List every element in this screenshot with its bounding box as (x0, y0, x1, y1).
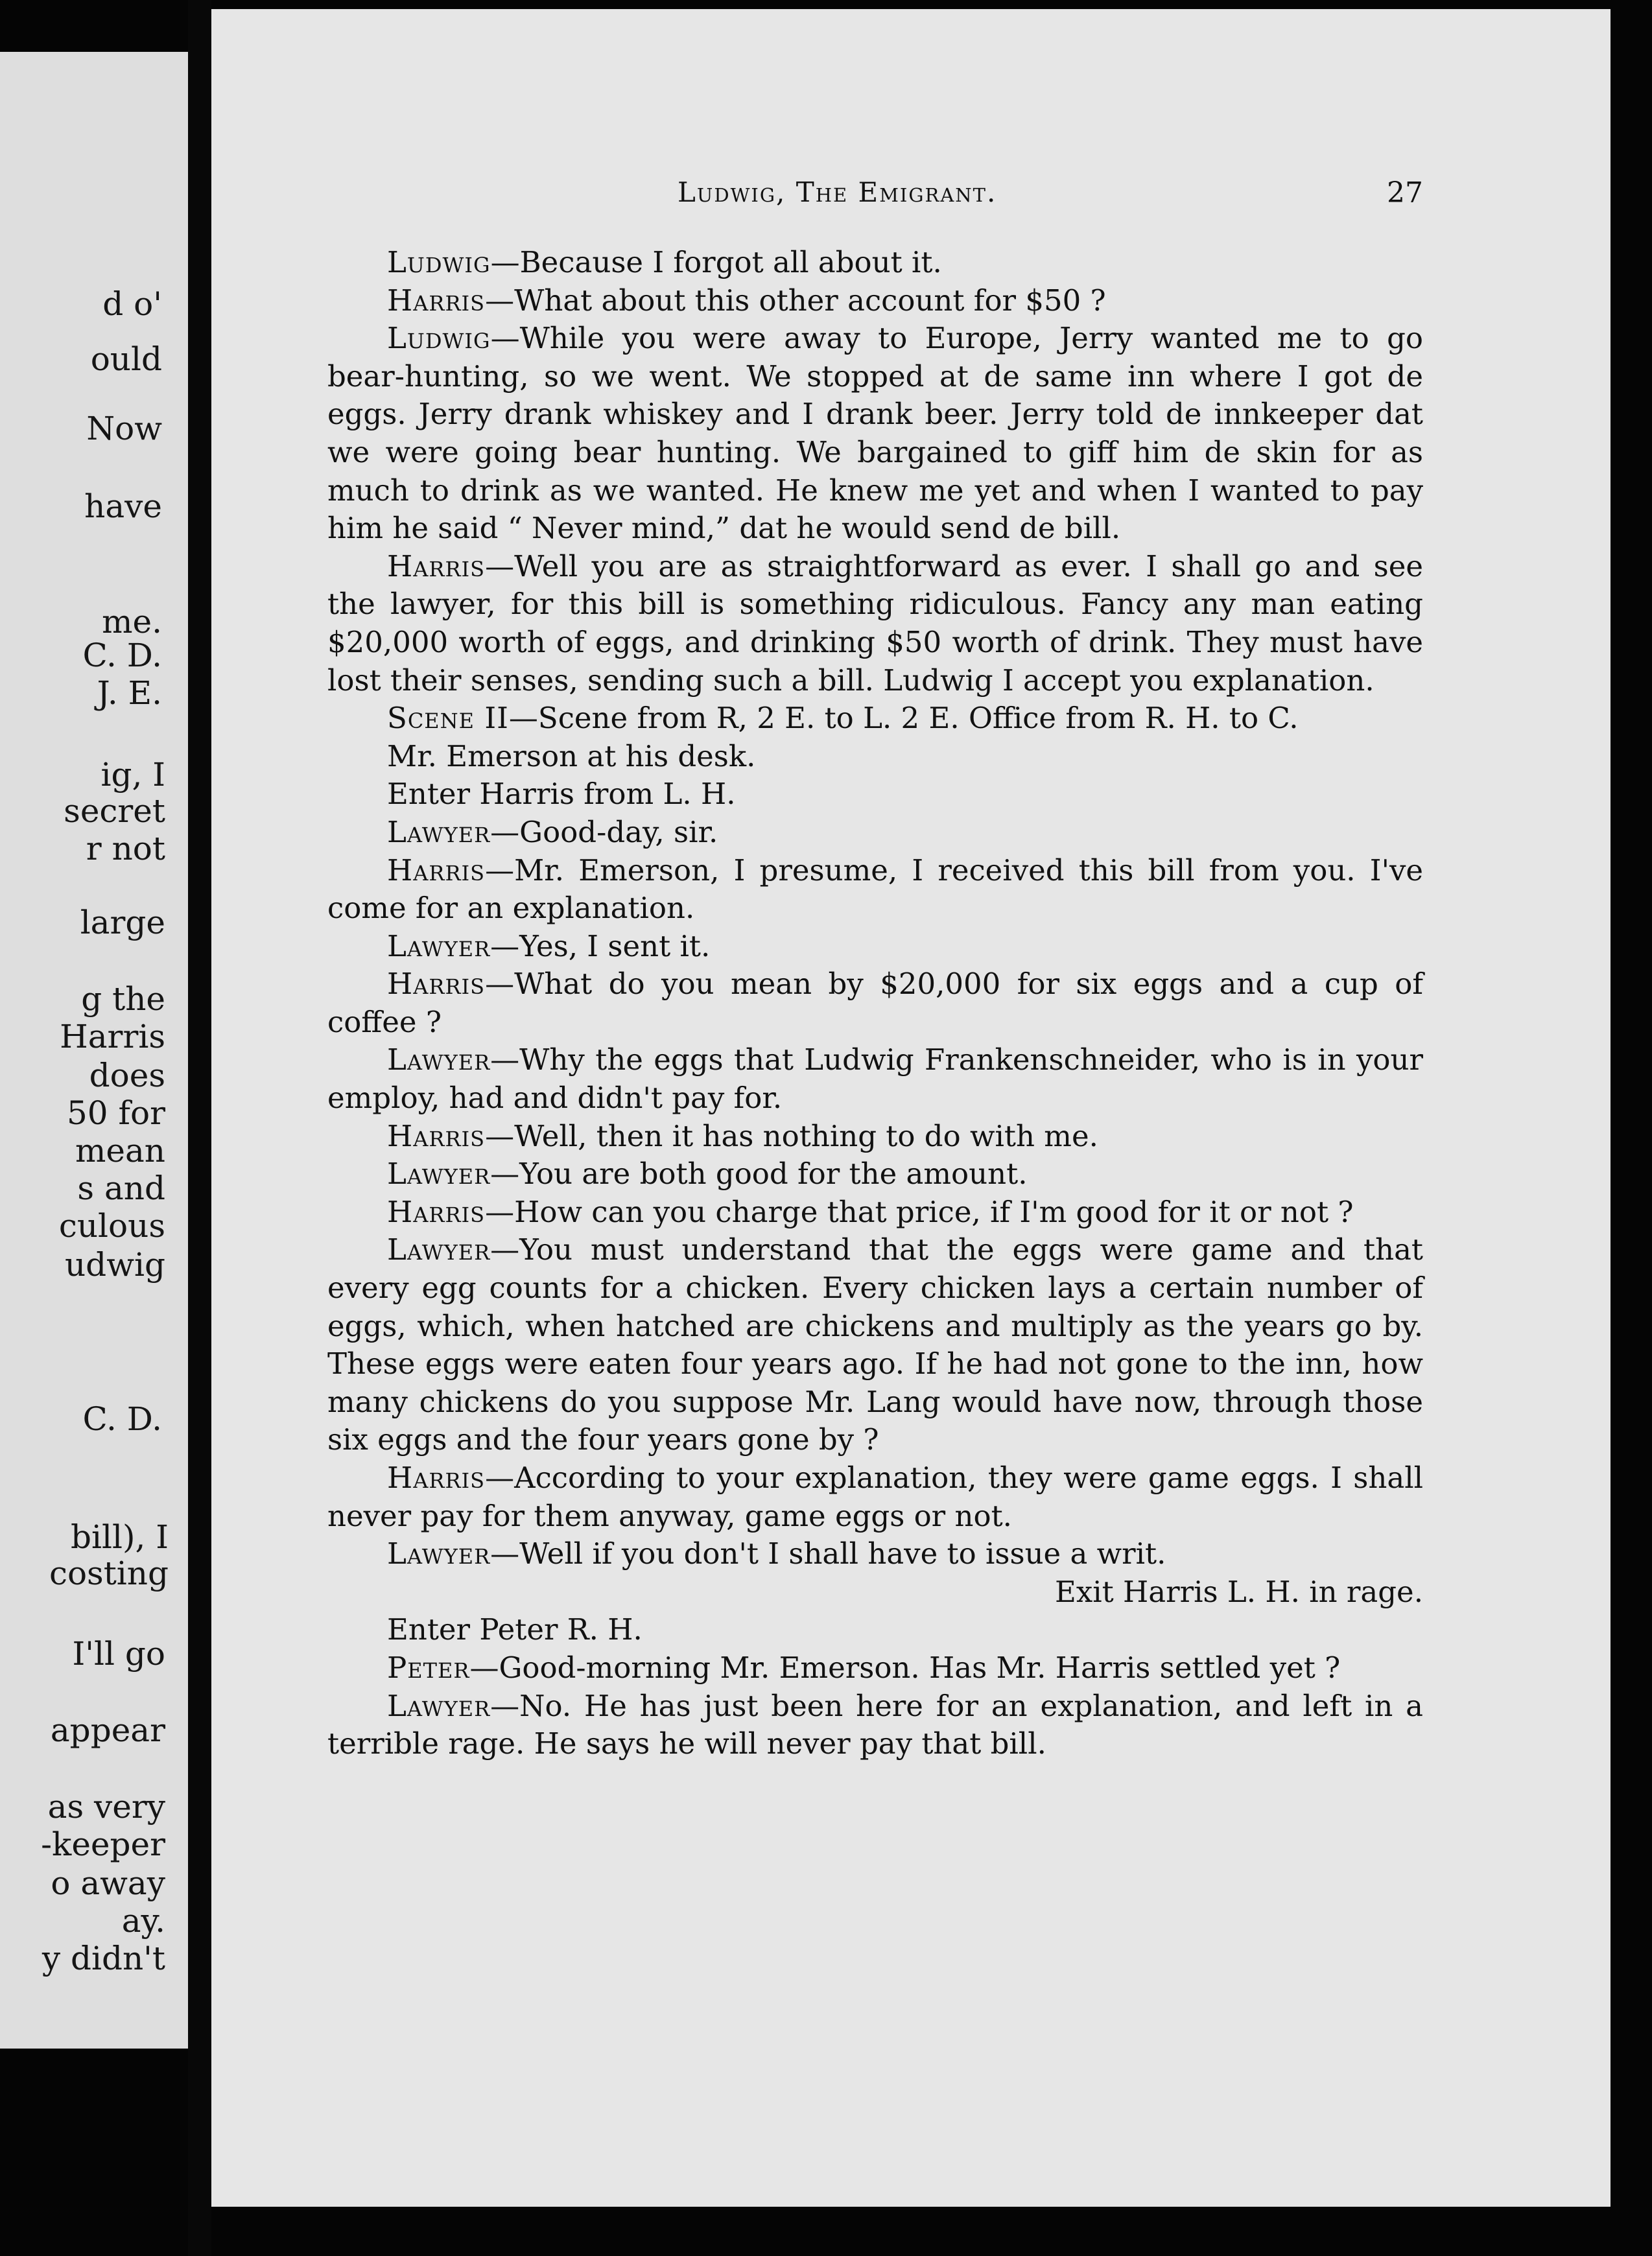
facing-page-fragment: s and (77, 1169, 165, 1207)
stage-direction: Enter Harris from L. H. (387, 777, 736, 812)
facing-page-fragment: bill), I (70, 1518, 169, 1556)
facing-page-fragment: does (89, 1057, 165, 1094)
facing-page-fragment: I'll go (72, 1635, 165, 1673)
facing-page-fragment: Harris (60, 1018, 165, 1055)
dialogue-text: —Good-day, sir. (490, 814, 718, 849)
dialogue-line (327, 1535, 1423, 1573)
speaker-name: Lawyer (387, 1232, 491, 1267)
dialogue-text: —You must understand that the eggs were game and that every egg counts for a chicken. Every chicken lays a certain number of eggs, which, when hatched are chickens and multiply as the years go by. These eggs were eaten four years ago. If he had not gone to the inn, how many chickens do you suppose Mr. Lang would have now, through those six eggs and the four years gone by ? (327, 1232, 1423, 1457)
facing-page-fragment: r not (86, 830, 165, 867)
dialogue-line (327, 320, 1423, 548)
speaker-name: Harris (387, 548, 486, 583)
dialogue-text: —Yes, I sent it. (490, 928, 711, 963)
facing-page-fragment: g the (81, 980, 165, 1018)
dialogue-text: —According to your explanation, they were game eggs. I shall never pay for them anyway, game eggs or not. (327, 1461, 1423, 1533)
running-title: Ludwig, The Emigrant. (678, 176, 997, 208)
speaker-name: Harris (387, 967, 486, 1002)
dialogue-line (327, 928, 1423, 966)
facing-page-fragment: costing (49, 1555, 169, 1592)
dialogue-line (327, 1155, 1423, 1193)
dialogue-text: —Because I forgot all about it. (490, 245, 942, 279)
dialogue-text: —How can you charge that price, if I'm good for it or not ? (485, 1194, 1354, 1229)
speaker-name: Lawyer (387, 1688, 491, 1723)
speaker-name: Lawyer (387, 1157, 491, 1192)
facing-page-fragment: C. D. (82, 637, 162, 674)
facing-page-fragment: mean (75, 1132, 165, 1169)
dialogue-text: —While you were away to Europe, Jerry wanted me to go bear-hunting, so we went. We stopped at de same inn where I got de eggs. Jerry drank whiskey and I drank beer. Jerry told de innkeeper dat we were going bear hunting. We bargained to giff him de skin for as much to drink as we wanted. He knew me yet and when I wanted to pay him he said “ Never mind,” dat he would send de bill. (327, 321, 1423, 546)
dialogue-text: —Why the eggs that Ludwig Frankenschneider, who is in your employ, had and didn't pay for. (327, 1042, 1423, 1116)
facing-page-fragment: large (80, 904, 165, 941)
facing-page-fragment: -keeper (41, 1826, 165, 1863)
dialogue-line (327, 1459, 1423, 1535)
dialogue-line (327, 1041, 1423, 1117)
exit-direction: Exit Harris L. H. in rage. (1055, 1574, 1423, 1609)
dialogue-line (327, 814, 1423, 852)
dialogue-text: —What do you mean by $20,000 for six eggs and a cup of coffee ? (327, 967, 1423, 1039)
dialogue-text: —Well, then it has nothing to do with me. (485, 1118, 1098, 1153)
facing-page-fragment: culous (58, 1207, 165, 1245)
speaker-name: Ludwig (387, 321, 491, 356)
speaker-name: Scene II (387, 701, 509, 736)
facing-page-fragment: Now (86, 410, 162, 447)
dialogue-line (327, 1193, 1423, 1232)
facing-page-fragment: ig, I (100, 756, 165, 793)
stage-direction: Mr. Emerson at his desk. (387, 738, 756, 773)
dialogue-line (327, 548, 1423, 699)
facing-page-fragment: J. E. (97, 674, 162, 712)
speaker-name: Harris (387, 283, 486, 318)
dialogue-text: —Well if you don't I shall have to issue a writ. (490, 1536, 1166, 1571)
dialogue-text: —What about this other account for $50 ? (485, 283, 1106, 318)
page-number: 27 (1387, 176, 1423, 209)
speaker-name: Peter (387, 1650, 470, 1685)
speaker-name: Lawyer (387, 1536, 491, 1571)
facing-page-fragment: 50 for (66, 1094, 165, 1132)
speaker-name: Lawyer (387, 1042, 491, 1077)
facing-page-fragment: o away (51, 1864, 165, 1902)
facing-page-fragment: ould (90, 340, 162, 378)
dialogue-line (327, 852, 1423, 928)
dialogue-line (327, 244, 1423, 282)
facing-page-fragment: d o' (102, 285, 162, 323)
dialogue-text: —Mr. Emerson, I presume, I received this bill from you. I've come for an explanation. (327, 852, 1423, 926)
dialogue-text: —You are both good for the amount. (490, 1157, 1028, 1192)
dialogue-text: —Good-morning Mr. Emerson. Has Mr. Harris settled yet ? (469, 1650, 1341, 1685)
stage-direction: Enter Peter R. H. (387, 1612, 643, 1647)
speaker-name: Harris (387, 1461, 486, 1495)
speaker-name: Harris (387, 1118, 486, 1153)
speaker-name: Lawyer (387, 928, 491, 963)
facing-page-fragment: me. (102, 603, 162, 640)
facing-page-fragment: C. D. (82, 1400, 162, 1438)
facing-page-fragment: appear (50, 1711, 165, 1749)
dialogue-text: —Scene from R, 2 E. to L. 2 E. Office from R. H. to C. (508, 701, 1299, 736)
dialogue-line (327, 1231, 1423, 1459)
dialogue-text: —No. He has just been here for an explanation, and left in a terrible rage. He says he will never pay that bill. (327, 1688, 1423, 1761)
facing-page (0, 52, 188, 2049)
facing-page-fragment: secret (64, 792, 165, 830)
dialogue-line (327, 965, 1423, 1041)
dialogue-text: —Well you are as straightforward as ever. I shall go and see the lawyer, for this bill is something ridiculous. Fancy any man eating $20,000 worth of eggs, and drinking $50 worth of drink. They must have lost their senses, sending such a bill. Ludwig I accept you explanation. (327, 548, 1423, 698)
speaker-name: Harris (387, 852, 486, 887)
speaker-name: Harris (387, 1194, 486, 1229)
dialogue-line (327, 282, 1423, 320)
facing-page-fragment: udwig (64, 1246, 165, 1284)
dialogue-line (327, 1118, 1423, 1156)
facing-page-fragment: y didn't (41, 1940, 165, 1977)
dialogue-line (327, 1687, 1423, 1763)
book-gutter (188, 0, 211, 2256)
page-header (470, 176, 1423, 222)
speaker-name: Ludwig (387, 245, 491, 279)
script-text (327, 244, 1423, 1763)
dialogue-line (327, 1649, 1423, 1687)
facing-page-fragment: have (84, 488, 162, 525)
speaker-name: Lawyer (387, 814, 491, 849)
dialogue-line (327, 699, 1423, 738)
facing-page-fragment: ay. (121, 1902, 165, 1940)
facing-page-fragment: as very (47, 1788, 165, 1826)
